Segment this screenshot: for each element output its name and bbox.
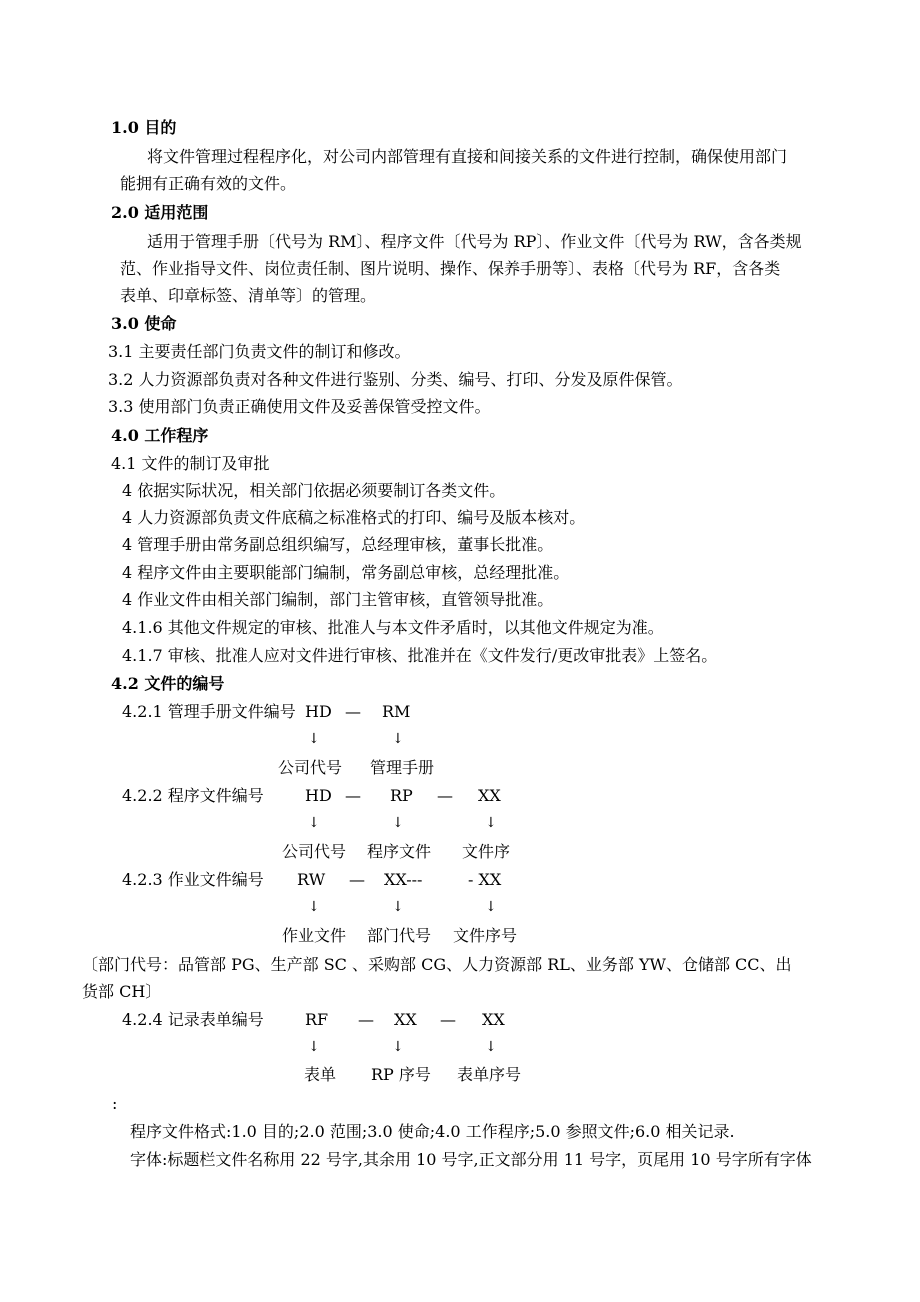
down-arrow-icon: ↓ [392, 1039, 404, 1055]
code-description: 表单序号 [457, 1065, 522, 1084]
mission-item: 3.2 人力资源部负责对各种文件进行鉴别、分类、编号、打印、分发及原件保管。 [108, 370, 683, 389]
code-part: RW [297, 870, 326, 889]
code-part: HD [305, 702, 332, 721]
down-arrow-icon: ↓ [485, 899, 497, 915]
code-separator: — [440, 1010, 456, 1029]
code-part: HD [305, 786, 332, 805]
down-arrow-icon: ↓ [392, 731, 404, 747]
mission-item: 3.1 主要责任部门负责文件的制订和修改。 [108, 342, 411, 361]
font-note: 字体:标题栏文件名称用 22 号字,其余用 10 号字,正文部分用 11 号字，页尾用 10 号字所有字体 [130, 1150, 812, 1169]
numbering-label: 4.2.2 程序文件编号 [122, 786, 264, 805]
code-description: 文件序号 [453, 926, 518, 945]
down-arrow-icon: ↓ [308, 815, 320, 831]
scope-paragraph-line: 适用于管理手册〔代号为 RM〕、程序文件〔代号为 RP〕、作业文件〔代号为 RW，含各类规 [147, 232, 802, 251]
down-arrow-icon: ↓ [485, 815, 497, 831]
code-part: RP [390, 786, 413, 805]
procedure-item: 4.1.7 审核、批准人应对文件进行审核、批准并在《文件发行/更改审批表》上签名。 [122, 646, 718, 665]
procedure-item: 4 程序文件由主要职能部门编制，常务副总审核，总经理批准。 [122, 563, 570, 582]
code-description: 公司代号 [278, 758, 343, 777]
code-description: 作业文件 [282, 926, 347, 945]
procedure-item: 4 依据实际状况，相关部门依据必须要制订各类文件。 [122, 481, 506, 500]
section-title-procedure: 4.0 工作程序 [111, 426, 209, 445]
numbering-label: 4.2.4 记录表单编号 [122, 1010, 264, 1029]
code-part: XX [482, 1010, 505, 1029]
code-part: RM [382, 702, 411, 721]
code-description: 程序文件 [367, 842, 432, 861]
down-arrow-icon: ↓ [308, 1039, 320, 1055]
mission-item: 3.3 使用部门负责正确使用文件及妥善保管受控文件。 [108, 397, 491, 416]
code-part: XX [478, 786, 501, 805]
colon-mark: : [112, 1094, 118, 1113]
procedure-item: 4.1.6 其他文件规定的审核、批准人与本文件矛盾时，以其他文件规定为准。 [122, 618, 664, 637]
department-codes-line: 货部 CH〕 [82, 982, 162, 1001]
code-part: - XX [468, 870, 502, 889]
code-part: XX--- [384, 870, 423, 889]
section-title-mission: 3.0 使命 [111, 314, 177, 333]
section-title-scope: 2.0 适用范围 [111, 203, 209, 222]
code-description: RP 序号 [371, 1065, 431, 1084]
code-separator: — [358, 1010, 374, 1029]
numbering-label: 4.2.3 作业文件编号 [122, 870, 264, 889]
purpose-paragraph-line: 将文件管理过程程序化，对公司内部管理有直接和间接关系的文件进行控制，确保使用部门 [147, 147, 788, 166]
code-separator: — [345, 786, 361, 805]
code-part: XX [394, 1010, 417, 1029]
procedure-item: 4 作业文件由相关部门编制，部门主管审核，直管领导批准。 [122, 590, 554, 609]
down-arrow-icon: ↓ [308, 731, 320, 747]
scope-paragraph-line: 表单、印章标签、清单等〕的管理。 [120, 286, 377, 305]
code-description: 部门代号 [367, 926, 432, 945]
down-arrow-icon: ↓ [392, 899, 404, 915]
numbering-label: 4.2.1 管理手册文件编号 [122, 702, 296, 721]
code-description: 文件序 [462, 842, 511, 861]
department-codes-line: 〔部门代号：品管部 PG、生产部 SC 、采购部 CG、人力资源部 RL、业务部 YW、仓储部 CC、出 [82, 955, 792, 974]
code-description: 管理手册 [370, 758, 435, 777]
code-description: 公司代号 [282, 842, 347, 861]
code-part: RF [305, 1010, 329, 1029]
subsection-title-numbering: 4.2 文件的编号 [111, 674, 225, 693]
procedure-item: 4 管理手册由常务副总组织编写，总经理审核，董事长批准。 [122, 535, 554, 554]
procedure-item: 4 人力资源部负责文件底稿之标准格式的打印、编号及版本核对。 [122, 508, 586, 527]
subsection-title: 4.1 文件的制订及审批 [111, 454, 270, 473]
purpose-paragraph-line: 能拥有正确有效的文件。 [120, 174, 297, 193]
scope-paragraph-line: 范、作业指导文件、岗位责任制、图片说明、操作、保养手册等〕、表格〔代号为 RF，含各类 [120, 259, 781, 278]
section-title-purpose: 1.0 目的 [111, 118, 177, 137]
code-separator: — [345, 702, 361, 721]
down-arrow-icon: ↓ [485, 1039, 497, 1055]
code-separator: — [437, 786, 453, 805]
down-arrow-icon: ↓ [308, 899, 320, 915]
format-note: 程序文件格式:1.0 目的;2.0 范围;3.0 使命;4.0 工作程序;5.0 参照文件;6.0 相关记录. [130, 1122, 735, 1141]
code-description: 表单 [304, 1065, 337, 1084]
down-arrow-icon: ↓ [392, 815, 404, 831]
code-separator: — [349, 870, 365, 889]
